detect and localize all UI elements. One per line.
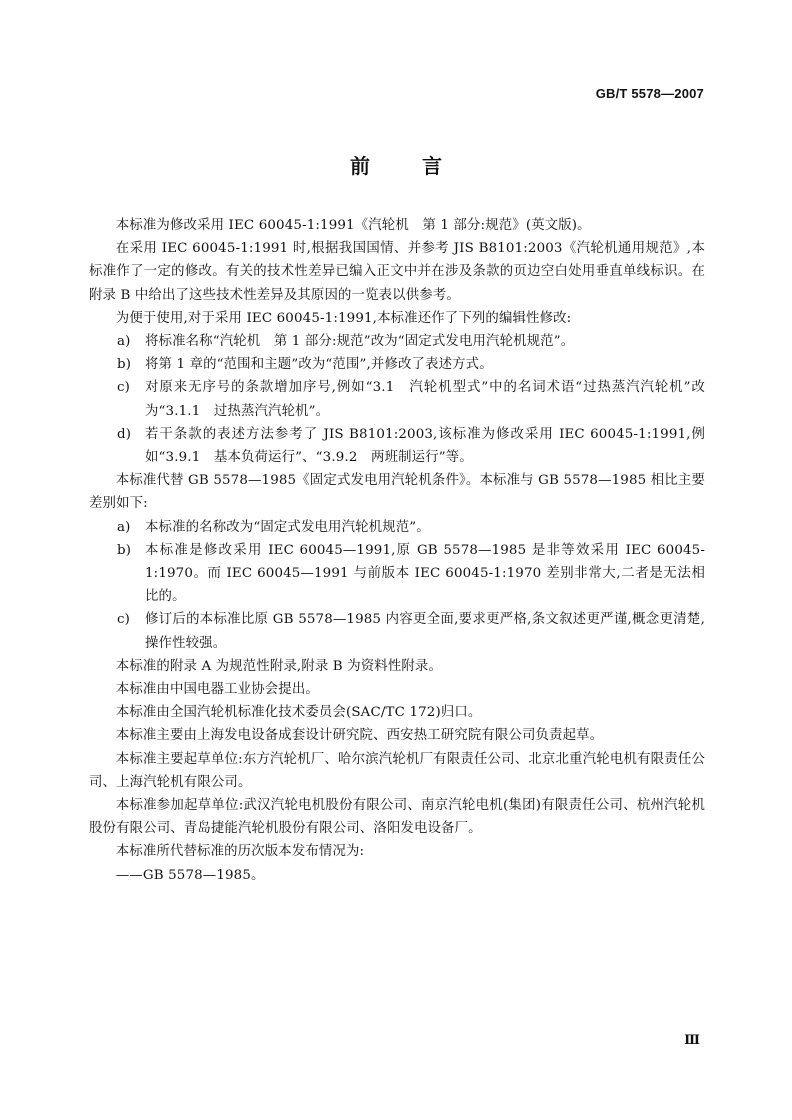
paragraph: 本标准由中国电器工业协会提出。 — [115, 682, 319, 698]
list-item — [89, 539, 705, 609]
list-item-text: 若干条款的表述方法参考了 JIS B8101:2003,该标准为修改采用 IEC 60045-1:1991,例如“3.9.1 基本负荷运行”、“3.9.2 两班制运行”等。 — [145, 426, 705, 466]
list-marker: b) — [117, 357, 132, 373]
paragraph: 本标准参加起草单位:武汉汽轮电机股份有限公司、南京汽轮电机(集团)有限责任公司、杭州汽轮机股份有限公司、青岛捷能汽轮机股份有限公司、洛阳发电设备厂。 — [89, 798, 705, 837]
list-item — [89, 353, 705, 376]
list-marker: a) — [117, 334, 131, 350]
page-title — [0, 150, 792, 179]
list-item-text: 对原来无序号的条款增加序号,例如“3.1 汽轮机型式”中的名词术语“过热蒸汽汽轮机”改为“3.1.1 过热蒸汽汽轮机”。 — [145, 380, 705, 419]
paragraph: 在采用 IEC 60045-1:1991 时,根据我国国情、并参考 JIS B8101:2003《汽轮机通用规范》,本标准作了一定的修改。有关的技术性差异已编入正文中并在涉及条款的页边空白处用垂直单线标识。在附录 B 中给出了这些技术性差异及其原因的一览表以供参考。 — [89, 241, 705, 303]
paragraph: 本标准代替 GB 5578—1985《固定式发电用汽轮机条件》。本标准与 GB 5578—1985 相比主要差别如下: — [89, 473, 705, 512]
foreword-body — [89, 214, 705, 887]
list-item-text: 将标准名称“汽轮机 第 1 部分:规范”改为“固定式发电用汽轮机规范”。 — [145, 334, 575, 350]
paragraph: 本标准由全国汽轮机标准化技术委员会(SAC/TC 172)归口。 — [115, 705, 482, 721]
list-item-text: 将第 1 章的“范围和主题”改为“范围”,并修改了表述方式。 — [145, 357, 493, 373]
list-item — [89, 608, 705, 654]
paragraph: ——GB 5578—1985。 — [115, 867, 265, 883]
paragraph: 本标准主要由上海发电设备成套设计研究院、西安热工研究院有限公司负责起草。 — [115, 728, 604, 744]
list-item-text: 修订后的本标准比原 GB 5578—1985 内容更全面,要求更严格,条文叙述更严谨,概念更清楚,操作性较强。 — [145, 612, 705, 651]
list-item-text: 本标准是修改采用 IEC 60045—1991,原 GB 5578—1985 是非等效采用 IEC 60045-1:1970。而 IEC 60045—1991 与前版本 IEC 60045-1:1970 差别非常大,二者是无法相比的。 — [145, 542, 705, 605]
list-item — [89, 376, 705, 422]
list-marker: b) — [117, 542, 132, 558]
list-marker: d) — [117, 426, 132, 442]
list-item-text: 本标准的名称改为“固定式发电用汽轮机规范”。 — [145, 519, 430, 535]
list-marker: c) — [117, 380, 131, 396]
standard-code: GB/T 5578—2007 — [595, 86, 704, 101]
title-char-1: 前 — [350, 154, 370, 178]
list-item — [89, 330, 705, 353]
list-item — [89, 516, 705, 539]
list-item — [89, 423, 705, 469]
paragraph: 本标准主要起草单位:东方汽轮机厂、哈尔滨汽轮机厂有限责任公司、北京北重汽轮电机有限责任公司、上海汽轮机有限公司。 — [89, 751, 705, 790]
list-marker: a) — [117, 519, 131, 535]
list-marker: c) — [117, 612, 131, 628]
title-char-2: 言 — [422, 154, 442, 178]
paragraph: 本标准的附录 A 为规范性附录,附录 B 为资料性附录。 — [115, 658, 442, 674]
paragraph: 本标准所代替标准的历次版本发布情况为: — [115, 844, 365, 860]
page-number: Ⅲ — [684, 1033, 700, 1048]
paragraph: 为便于使用,对于采用 IEC 60045-1:1991,本标准还作了下列的编辑性修改: — [115, 310, 572, 326]
paragraph: 本标准为修改采用 IEC 60045-1:1991《汽轮机 第 1 部分:规范》(英文版)。 — [115, 218, 591, 233]
